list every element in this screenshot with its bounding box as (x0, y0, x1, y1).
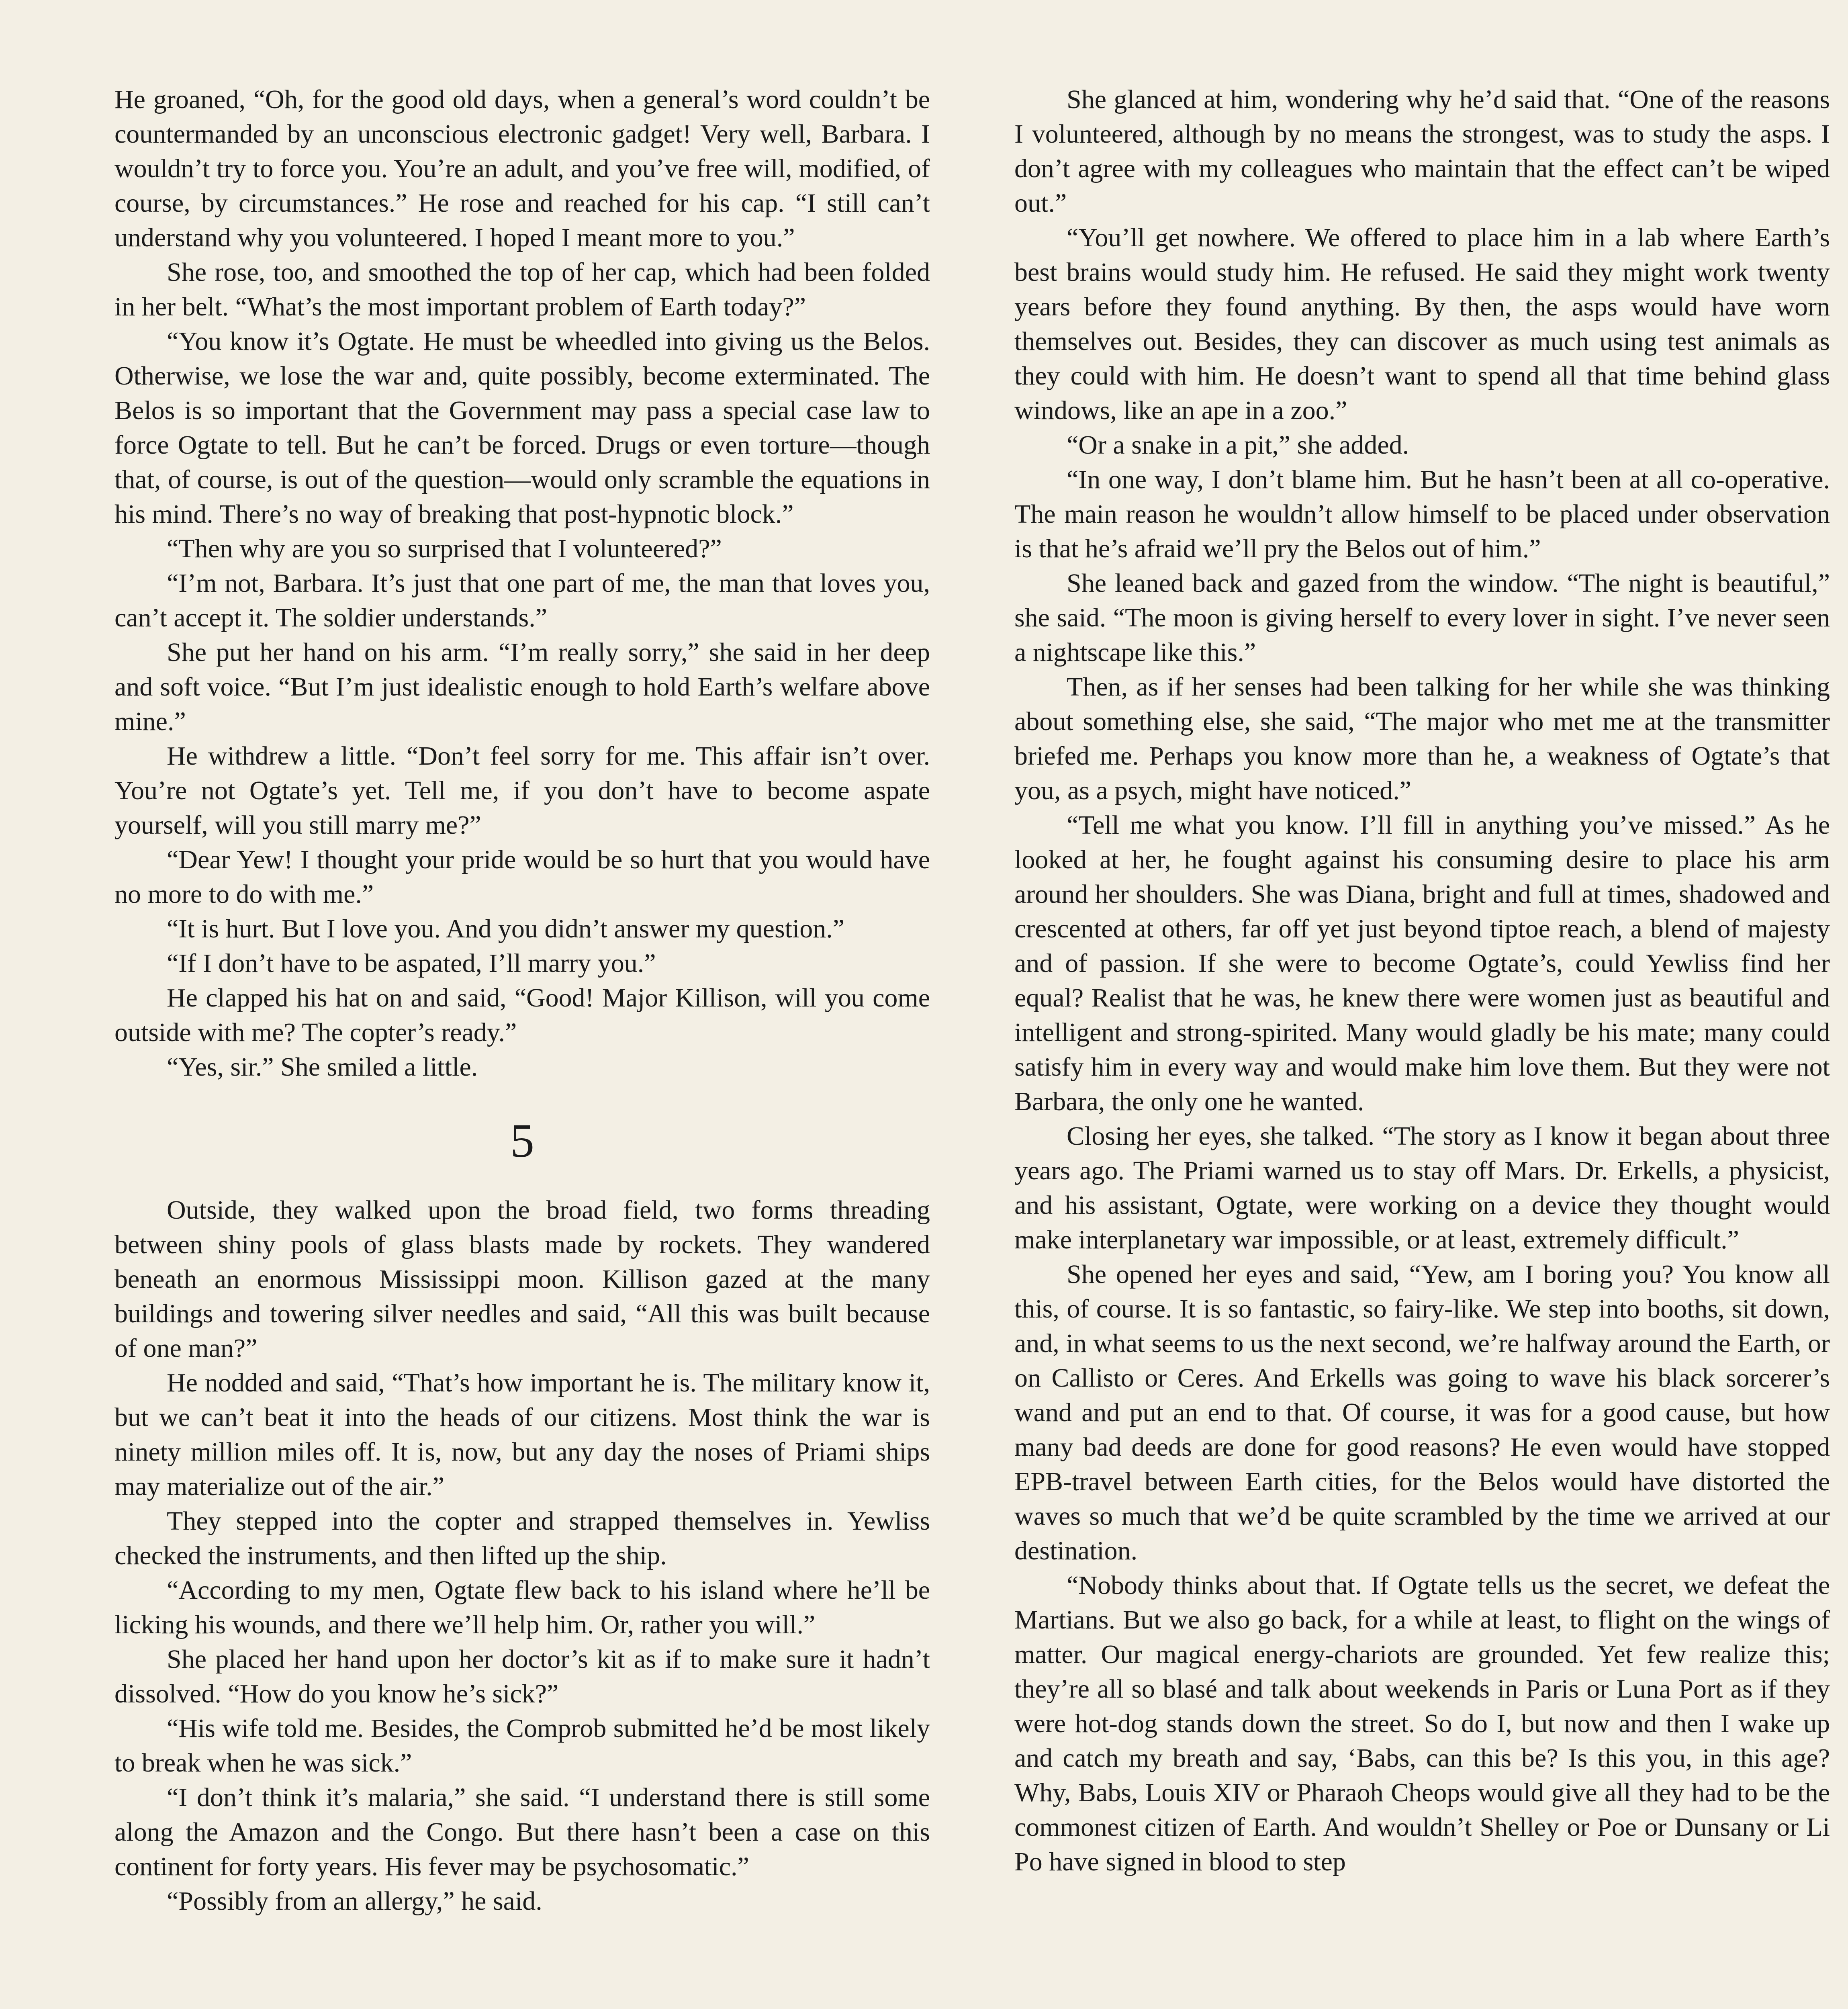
paragraph: “It is hurt. But I love you. And you didn’t answer my question.” (167, 914, 845, 943)
paragraph: He withdrew a little. “Don’t feel sorry for me. This affair isn’t over. You’re not Ogtate’s yet. Tell me, if you don’t have to become aspate yourself, will you still marry me?” (114, 741, 930, 840)
paragraph: She put her hand on his arm. “I’m really sorry,” she said in her deep and soft voice. “But I’m just idealistic enough to hold Earth’s welfare above mine.” (114, 638, 930, 736)
paragraph: She leaned back and gazed from the window. “The night is beautiful,” she said. “The moon is giving herself to every lover in sight. I’ve never seen a nightscape like this.” (1014, 569, 1830, 667)
paragraph: “Or a snake in a pit,” she added. (1067, 430, 1409, 460)
paragraph: “In one way, I don’t blame him. But he hasn’t been at all co-operative. The main reason he wouldn’t allow himself to be placed under observation is that he’s afraid we’ll pry the Belos out of him.” (1014, 465, 1830, 563)
paragraph: “According to my men, Ogtate flew back to his island where he’ll be licking his wounds, and there we’ll help him. Or, rather you will.” (114, 1575, 930, 1639)
left-column (114, 82, 930, 1919)
paragraph: “Nobody thinks about that. If Ogtate tells us the secret, we defeat the Martians. But we also go back, for a while at least, to flight on the wings of matter. Our magical energy-chariots are grounded. Yet few realize this; they’re all so blasé and talk about weekends in Paris or Luna Port as if they were hot-dog stands down the street. So do I, but now and then I wake up and catch my breath and say, ‘Babs, can this be? Is this you, in this age? Why, Babs, Louis XIV or Pharaoh Cheops would give all they had to be the commonest citizen of Earth. And wouldn’t Shelley or Poe or Dunsany or Li Po have signed in blood to step (1014, 1571, 1830, 1876)
paragraph: She opened her eyes and said, “Yew, am I boring you? You know all this, of course. It is so fantastic, so fairy-like. We step into booths, sit down, and, in what seems to us the next second, we’re halfway around the Earth, or on Callisto or Ceres. And Erkells was going to wave his black sorcerer’s wand and put an end to that. Of course, it was for a good cause, but how many bad deeds are done for good reasons? He even would have stopped EPB-travel between Earth cities, for the Belos would have distorted the waves so much that we’d be quite scrambled by the time we arrived at our destination. (1014, 1260, 1830, 1565)
paragraph: He clapped his hat on and said, “Good! Major Killison, will you come outside with me? The copter’s ready.” (114, 983, 930, 1047)
paragraph: Then, as if her senses had been talking for her while she was thinking about something else, she said, “The major who met me at the transmitter briefed me. Perhaps you know more than he, a weakness of Ogtate’s that you, as a psych, might have noticed.” (1014, 672, 1830, 805)
paragraph: “If I don’t have to be aspated, I’ll marry you.” (167, 949, 656, 978)
paragraph: “Dear Yew! I thought your pride would be so hurt that you would have no more to do with me.” (114, 845, 930, 909)
paragraph: “You’ll get nowhere. We offered to place him in a lab where Earth’s best brains would study him. He refused. He said they might work twenty years before they found anything. By then, the asps would have worn themselves out. Besides, they can discover as much using test animals as they could with him. He doesn’t want to spend all that time behind glass windows, like an ape in a zoo.” (1014, 223, 1830, 425)
paragraph: “Possibly from an allergy,” he said. (167, 1886, 542, 1916)
paragraph: “Yes, sir.” She smiled a little. (167, 1052, 478, 1082)
paragraph: “Tell me what you know. I’ll fill in anything you’ve missed.” As he looked at her, he fought against his consuming desire to place his arm around her shoulders. She was Diana, bright and full at times, shadowed and crescented at others, far off yet just beyond tiptoe reach, a blend of majesty and of passion. If she were to become Ogtate’s, could Yewliss find her equal? Realist that he was, he knew there were women just as beautiful and intelligent and strong-spirited. Many would gladly be his mate; many could satisfy him in every way and would make him love them. But they were not Barbara, the only one he wanted. (1014, 810, 1830, 1116)
chapter-number: 5 (510, 1114, 534, 1167)
paragraph: She placed her hand upon her doctor’s kit as if to make sure it hadn’t dissolved. “How do you know he’s sick?” (114, 1645, 930, 1708)
paragraph: He nodded and said, “That’s how important he is. The military know it, but we can’t beat it into the heads of our citizens. Most think the war is ninety million miles off. It is, now, but any day the noses of Priami ships may materialize out of the air.” (114, 1368, 930, 1501)
paragraph: Outside, they walked upon the broad field, two forms threading between shiny pools of glass blasts made by rockets. They wandered beneath an enormous Mississippi moon. Killison gazed at the many buildings and towering silver needles and said, “All this was built because of one man?” (114, 1195, 930, 1363)
paragraph: Closing her eyes, she talked. “The story as I know it began about three years ago. The Priami warned us to stay off Mars. Dr. Erkells, a physicist, and his assistant, Ogtate, were working on a device they thought would make interplanetary war impossible, or at least, extremely difficult.” (1014, 1121, 1830, 1254)
paragraph: “His wife told me. Besides, the Comprob submitted he’d be most likely to break when he was sick.” (114, 1714, 930, 1778)
paragraph: “I’m not, Barbara. It’s just that one part of me, the man that loves you, can’t accept it. The soldier understands.” (114, 569, 930, 632)
paragraph: They stepped into the copter and strapped themselves in. Yewliss checked the instruments, and then lifted up the ship. (114, 1506, 930, 1570)
paragraph: He groaned, “Oh, for the good old days, when a general’s word couldn’t be countermanded by an unconscious electronic gadget! Very well, Barbara. I wouldn’t try to force you. You’re an adult, and you’ve free will, modified, of course, by circumstances.” He rose and reached for his cap. “I still can’t understand why you volunteered. I hoped I meant more to you.” (114, 85, 930, 252)
paragraph: “I don’t think it’s malaria,” she said. “I understand there is still some along the Amazon and the Congo. But there hasn’t been a case on this continent for forty years. His fever may be psychosomatic.” (114, 1783, 930, 1881)
paragraph: “Then why are you so surprised that I volunteered?” (167, 534, 722, 563)
right-column (1014, 82, 1830, 1879)
paragraph: She glanced at him, wondering why he’d said that. “One of the reasons I volunteered, although by no means the strongest, was to study the asps. I don’t agree with my colleagues who maintain that the effect can’t be wiped out.” (1014, 85, 1830, 218)
paragraph: “You know it’s Ogtate. He must be wheedled into giving us the Belos. Otherwise, we lose the war and, quite possibly, become exterminated. The Belos is so important that the Government may pass a special case law to force Ogtate to tell. But he can’t be forced. Drugs or even torture—though that, of course, is out of the question—would only scramble the equations in his mind. There’s no way of breaking that post-hypnotic block.” (114, 327, 930, 529)
paragraph: She rose, too, and smoothed the top of her cap, which had been folded in her belt. “What’s the most important problem of Earth today?” (114, 258, 930, 321)
